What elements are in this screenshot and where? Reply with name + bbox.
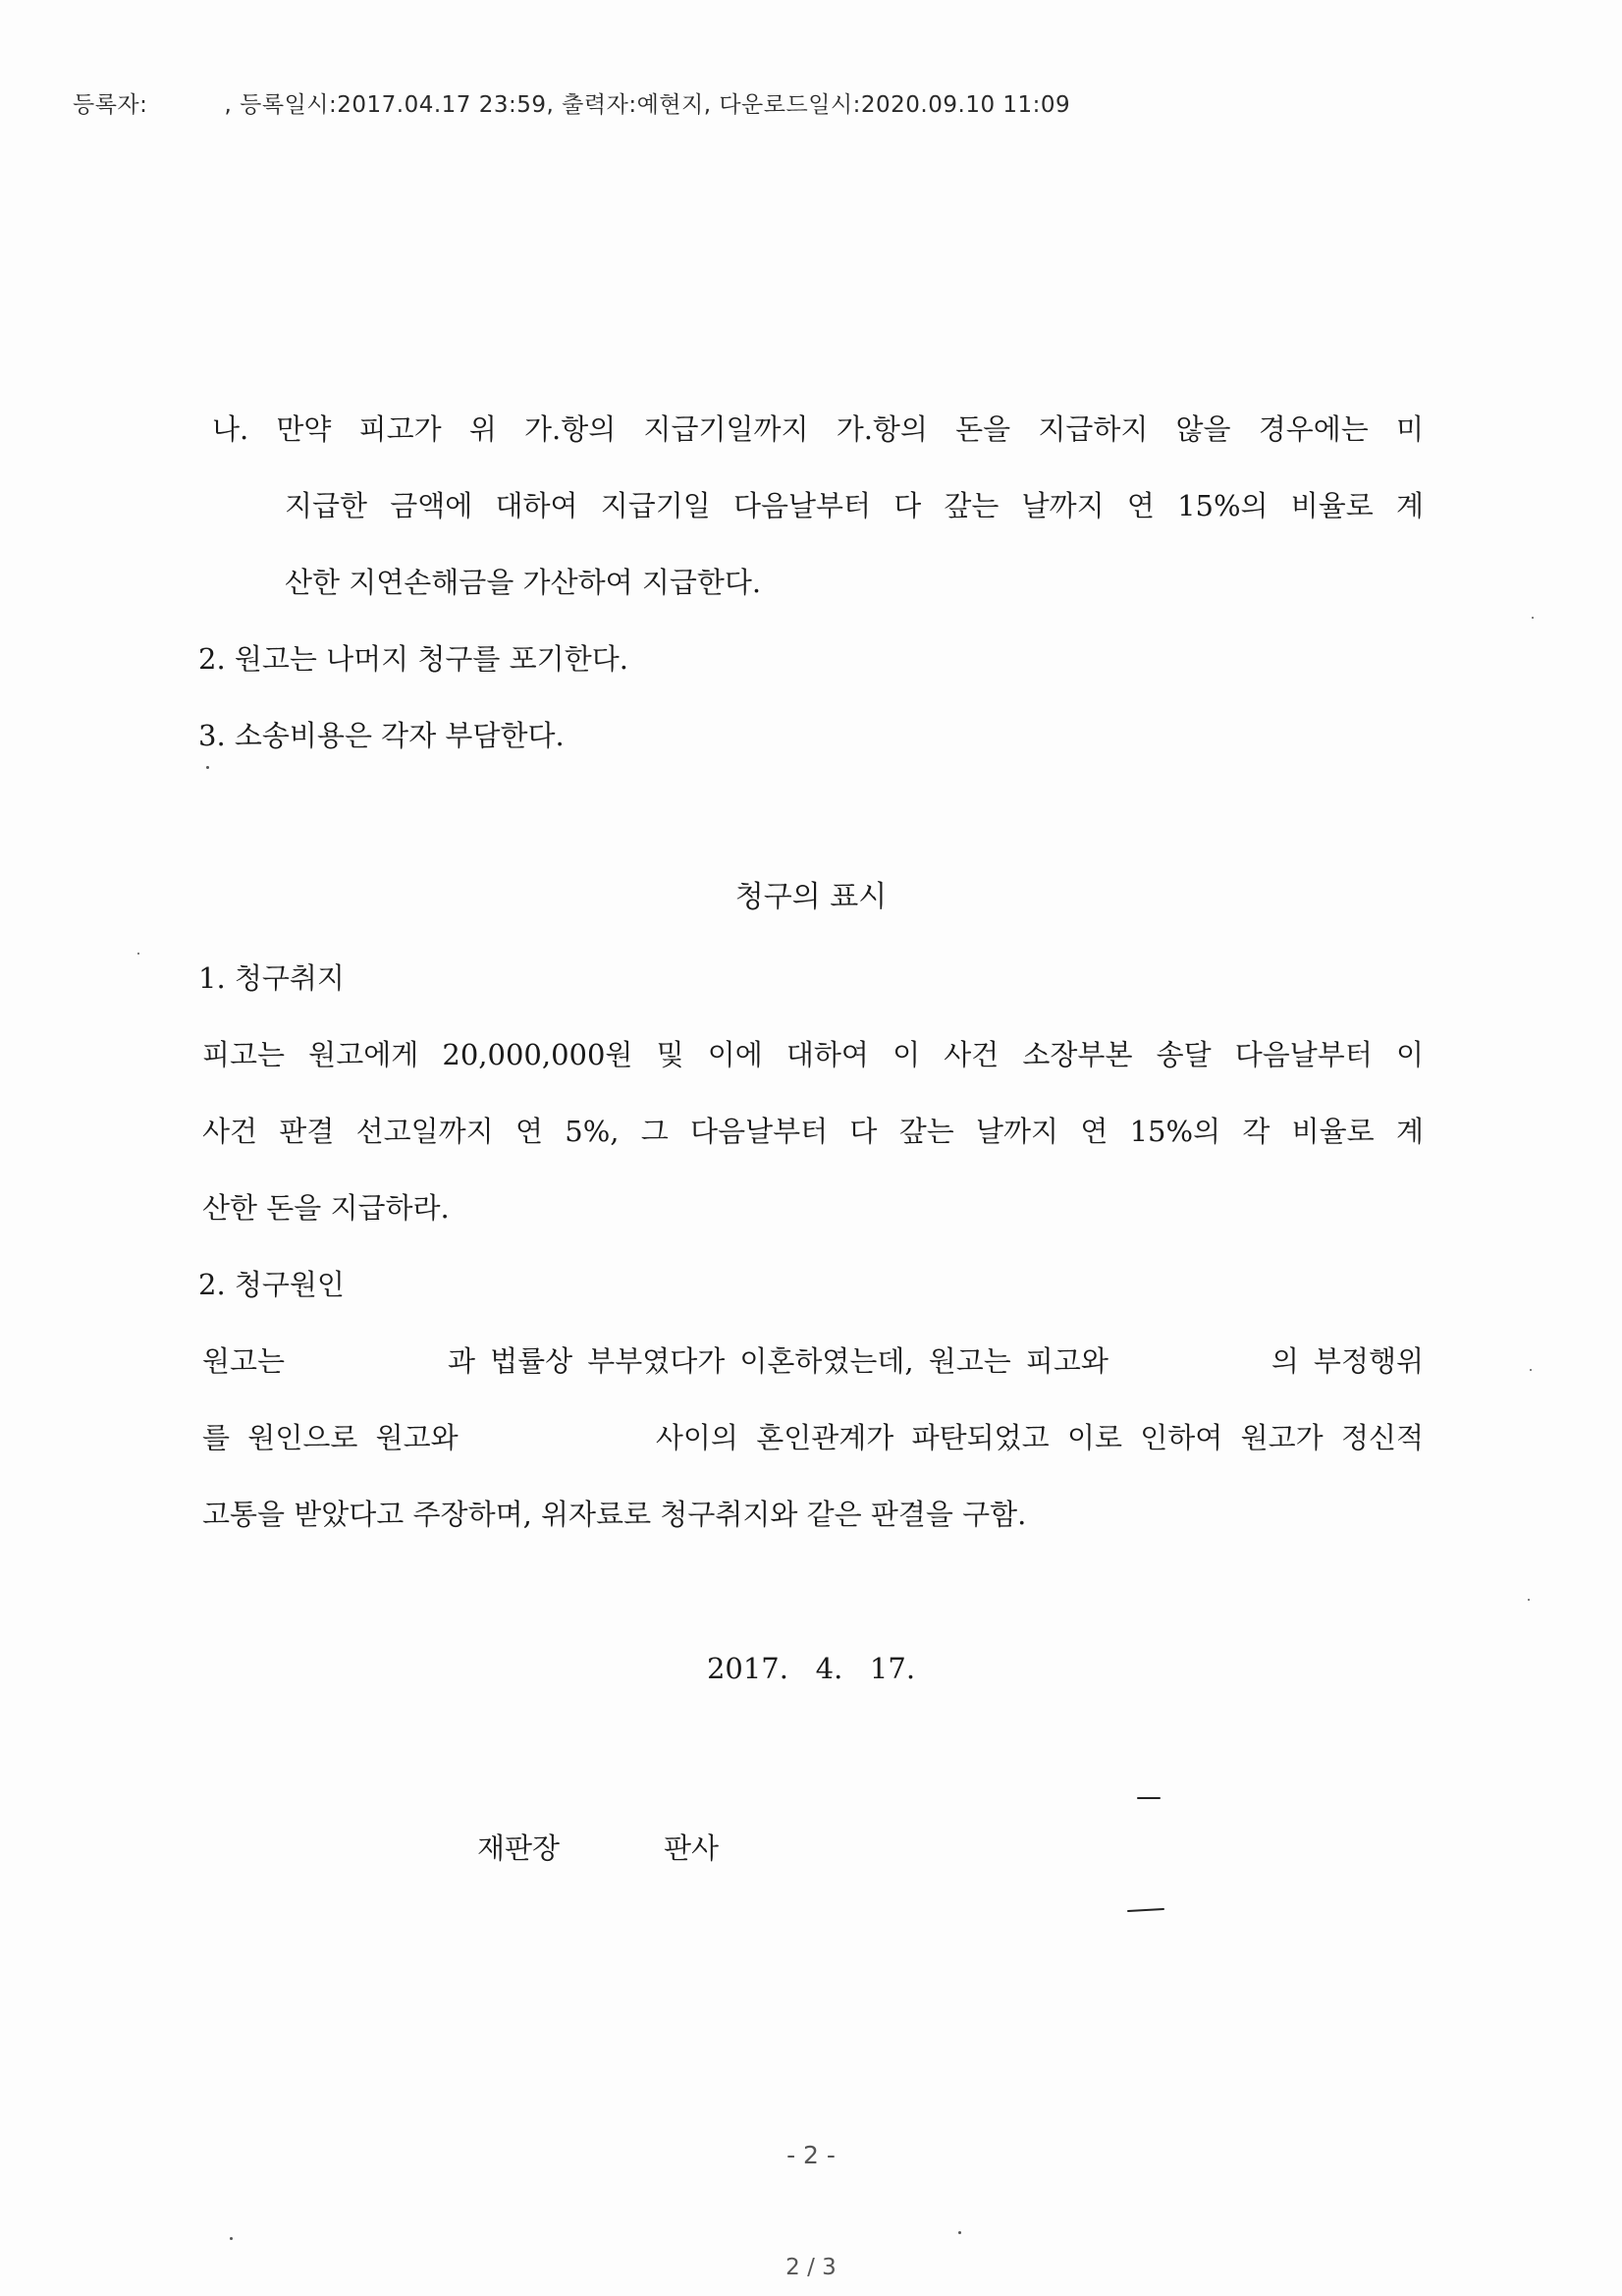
claim-cause-heading: 2. 청구원인 — [198, 1268, 345, 1301]
download-header: 등록자: , 등록일시:2017.04.17 23:59, 출력자:예현지, 다운로드일시:2020.09.10 11:09 — [73, 92, 1071, 118]
judgment-item-3: 3. 소송비용은 각자 부담한다. — [198, 719, 565, 752]
scan-speck — [206, 766, 209, 769]
judgment-item-na-line-2: 지급한 금액에 대하여 지급기일 다음날부터 다 갚는 날까지 연 15%의 비율로 계 — [285, 489, 1424, 522]
claim-cause-line-3: 고통을 받았다고 주장하며, 위자료로 청구취지와 같은 판결을 구함. — [202, 1498, 1027, 1531]
claim-purpose-heading: 1. 청구취지 — [198, 961, 345, 995]
claim-purpose-line-3: 산한 돈을 지급하라. — [202, 1191, 450, 1225]
scan-speck — [1530, 1369, 1532, 1371]
claim-cause-line-2: 를 원인으로 원고와 사이의 혼인관계가 파탄되었고 이로 인하여 원고가 정신적 — [202, 1421, 1424, 1454]
claim-section-title: 청구의 표시 — [734, 880, 888, 914]
claim-cause-line-1: 원고는 과 법률상 부부였다가 이혼하였는데, 원고는 피고와 의 부정행위 — [202, 1344, 1424, 1378]
judgment-item-na-line-3: 산한 지연손해금을 가산하여 지급한다. — [285, 566, 762, 599]
judgment-item-2: 2. 원고는 나머지 청구를 포기한다. — [198, 642, 628, 676]
claim-purpose-line-1: 피고는 원고에게 20,000,000원 및 이에 대하여 이 사건 소장부본 송달 다음날부터 이 — [202, 1038, 1424, 1071]
judgment-date: 2017. 4. 17. — [706, 1652, 916, 1685]
scan-speck — [137, 953, 139, 955]
page-count: 2 / 3 — [785, 2255, 837, 2280]
seal-mark-top — [1137, 1797, 1161, 1799]
scan-speck — [1528, 1599, 1530, 1601]
claim-purpose-line-2: 사건 판결 선고일까지 연 5%, 그 다음날부터 다 갚는 날까지 연 15%의 각 비율로 계 — [202, 1115, 1424, 1148]
scan-speck — [230, 2237, 233, 2240]
seal-mark-bottom — [1127, 1908, 1164, 1912]
signature-judge-label: 판사 — [664, 1831, 720, 1865]
scan-speck — [1532, 617, 1534, 619]
signature-role-label: 재판장 — [477, 1831, 561, 1865]
page-number: - 2 - — [786, 2141, 836, 2169]
scan-speck — [958, 2231, 961, 2234]
judgment-item-na-line-1: 나. 만약 피고가 위 가.항의 지급기일까지 가.항의 돈을 지급하지 않을 경우에는 미 — [212, 412, 1424, 446]
